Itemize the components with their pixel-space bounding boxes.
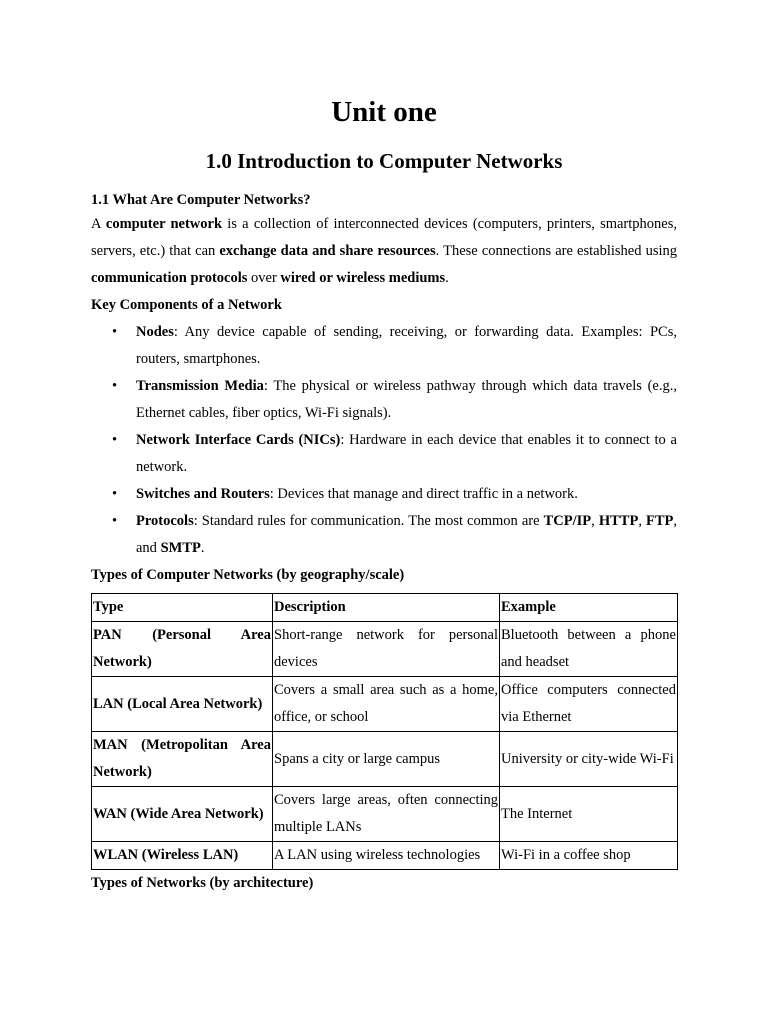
intro-bold-term: communication protocols [91,270,248,286]
bullet-icon: • [112,513,118,529]
table-cell-type: LAN (Local Area Network) [92,677,273,732]
table-cell-example: University or city-wide Wi-Fi [500,732,678,787]
list-item-text: . [200,540,205,556]
table-cell-type: WLAN (Wireless LAN) [92,842,273,870]
table-cell-description: Short-range network for personal devices [273,622,500,677]
protocol-name: FTP [646,513,674,529]
table-cell-description: Covers large areas, often connecting multiple LANs [273,787,500,842]
table-cell-example: Bluetooth between a phone and headset [500,622,678,677]
table-row [92,787,678,842]
network-types-table [91,593,678,870]
section-heading: 1.1 What Are Computer Networks? [91,192,311,208]
intro-bold-term: computer network [105,216,223,232]
intro-paragraph [91,211,677,292]
list-item-term: Network Interface Cards (NICs) [136,432,341,448]
intro-text: over [247,270,281,286]
protocol-name: SMTP [160,540,201,556]
table-cell-type: WAN (Wide Area Network) [92,787,273,842]
list-item-text: : Any device capable of sending, receiving, or forwarding data. Examples: PCs, routers, smartphones. [136,324,677,367]
list-item-text: , and [136,513,678,556]
table-row [92,842,678,870]
intro-text: is a collection of interconnected devices (computers, printers, smartphones, servers, etc.) that can [91,216,677,259]
list-item-term: Protocols [136,513,194,529]
list-item-term: Nodes [136,324,174,340]
table-heading: Types of Computer Networks (by geography/scale) [91,567,405,583]
table-row [92,732,678,787]
table-cell-type: PAN (Personal Area Network) [92,622,273,677]
list-item [91,427,677,481]
table-cell-type: MAN (Metropolitan Area Network) [92,732,273,787]
list-item-text: : Standard rules for communication. The most common are [193,513,544,529]
bullet-icon: • [112,486,118,502]
table-header-row [92,594,678,622]
list-item-text: , [591,513,599,529]
list-item [91,373,677,427]
components-list [91,319,677,562]
list-item [91,319,677,373]
intro-text: A [91,216,106,232]
intro-bold-term: exchange data and share resources [219,243,436,259]
table-header-cell: Type [92,594,273,622]
table-header-cell: Example [500,594,678,622]
table-cell-description: Covers a small area such as a home, office, or school [273,677,500,732]
list-item [91,481,677,508]
table-cell-example: The Internet [500,787,678,842]
intro-bold-term: wired or wireless mediums [280,270,446,286]
next-section-heading: Types of Networks (by architecture) [91,875,314,891]
bullet-icon: • [112,378,118,394]
components-heading: Key Components of a Network [91,297,282,313]
protocol-name: TCP/IP [543,513,592,529]
bullet-icon: • [112,432,118,448]
table-cell-example: Office computers connected via Ethernet [500,677,678,732]
page-title: Unit one [331,96,437,128]
list-item-text: , [638,513,646,529]
list-item-term: Transmission Media [136,378,264,394]
list-item [91,508,677,562]
chapter-subtitle: 1.0 Introduction to Computer Networks [205,149,563,173]
table-row [92,622,678,677]
table-cell-description: A LAN using wireless technologies [273,842,500,870]
list-item-text: : Hardware in each device that enables it to connect to a network. [136,432,677,475]
table-cell-description: Spans a city or large campus [273,732,500,787]
bullet-icon: • [112,324,118,340]
protocol-name: HTTP [598,513,639,529]
document-content [91,190,677,897]
list-item-text: : The physical or wireless pathway through which data travels (e.g., Ethernet cables, fiber optics, Wi-Fi signals). [136,378,677,421]
table-row [92,677,678,732]
list-item-term: Switches and Routers [136,486,270,502]
intro-text: . These connections are established using [435,243,677,259]
table-cell-example: Wi-Fi in a coffee shop [500,842,678,870]
table-header-cell: Description [273,594,500,622]
list-item-text: : Devices that manage and direct traffic in a network. [269,486,578,502]
intro-text: . [445,270,449,286]
